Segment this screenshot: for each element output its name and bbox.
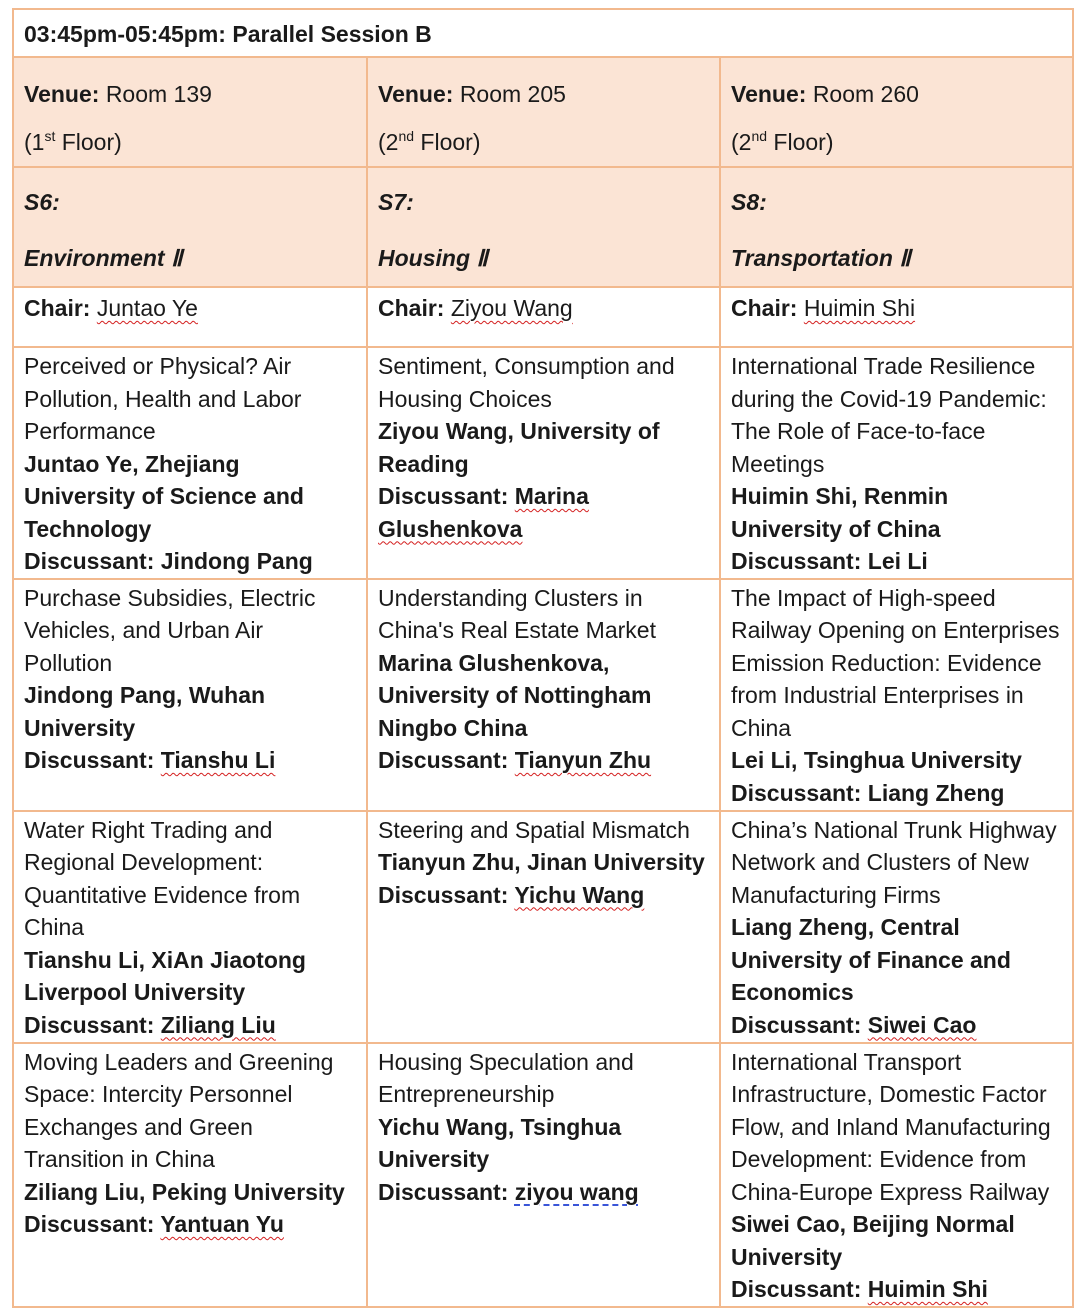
- paper-discussant: Discussant: Ziliang Liu: [24, 1011, 276, 1038]
- session-header: 03:45pm-05:45pm: Parallel Session B: [13, 9, 1073, 57]
- paper-cell: [720, 579, 1073, 811]
- paper-cell: [367, 811, 720, 1043]
- paper-title: Sentiment, Consumption and Housing Choices: [378, 353, 675, 412]
- paper-title: International Trade Resilience during the Covid-19 Pandemic: The Role of Face-to-face Meetings: [731, 353, 1047, 477]
- paper-title: Water Right Trading and Regional Development: Quantitative Evidence from China: [24, 816, 301, 940]
- session-title: Transportation Ⅱ: [731, 245, 911, 271]
- paper-discussant: Discussant: Lei Li: [731, 548, 928, 574]
- venue-cell-3: [720, 57, 1073, 167]
- paper-author: Ziliang Liu, Peking University: [24, 1178, 345, 1205]
- paper-discussant: Discussant: Jindong Pang: [24, 548, 313, 574]
- paper-title: China’s National Trunk Highway Network and Clusters of New Manufacturing Firms: [731, 816, 1057, 908]
- paper-cell: [367, 1043, 720, 1307]
- venue-label: Venue:: [731, 81, 807, 107]
- chair-cell-2: [367, 287, 720, 347]
- session-code: S7:: [378, 189, 414, 215]
- session-code: S8:: [731, 189, 767, 215]
- paper-discussant: Discussant: Tianshu Li: [24, 747, 276, 773]
- venue-floor: (1st Floor): [24, 128, 122, 155]
- paper-author: Tianyun Zhu, Jinan University: [378, 849, 705, 875]
- chair-label: Chair:: [731, 295, 798, 321]
- paper-author: Marina Glushenkova, University of Nottingham Ningbo China: [378, 649, 652, 741]
- session-cell-1: [13, 167, 367, 287]
- paper-cell: [720, 811, 1073, 1043]
- paper-cell: [720, 1043, 1073, 1307]
- paper-cell: [367, 347, 720, 579]
- paper-author: Juntao Ye, Zhejiang University of Science and Technology: [24, 450, 304, 542]
- session-schedule-table: [12, 8, 1074, 1308]
- venue-room: Room 205: [459, 81, 566, 107]
- paper-title: Housing Speculation and Entrepreneurship: [378, 1048, 634, 1107]
- paper-discussant: Discussant: Yantuan Yu: [24, 1211, 284, 1237]
- paper-cell: [13, 579, 367, 811]
- session-title: Environment Ⅱ: [24, 245, 183, 271]
- paper-author: Tianshu Li, XiAn Jiaotong Liverpool University: [24, 946, 306, 1005]
- chair-name: Juntao Ye: [96, 295, 198, 321]
- paper-discussant: Discussant: Liang Zheng: [731, 779, 1005, 806]
- session-code: S6:: [24, 189, 60, 215]
- paper-discussant: Discussant: Huimin Shi: [731, 1276, 988, 1302]
- paper-discussant: Discussant: Marina Glushenkova: [378, 483, 589, 542]
- venue-room: Room 260: [812, 81, 919, 107]
- paper-author: Yichu Wang, Tsinghua University: [378, 1113, 622, 1172]
- paper-cell: [720, 347, 1073, 579]
- paper-author: Huimin Shi, Renmin University of China: [731, 483, 949, 542]
- session-title: Housing Ⅱ: [378, 245, 488, 271]
- chair-cell-3: [720, 287, 1073, 347]
- paper-cell: [367, 579, 720, 811]
- venue-room: Room 139: [105, 81, 212, 107]
- paper-title: Steering and Spatial Mismatch: [378, 816, 690, 843]
- chair-name: Ziyou Wang: [450, 295, 573, 321]
- venue-label: Venue:: [24, 81, 100, 107]
- chair-label: Chair:: [24, 295, 91, 321]
- paper-discussant: Discussant: Siwei Cao: [731, 1011, 977, 1038]
- session-cell-2: [367, 167, 720, 287]
- paper-discussant: Discussant: Tianyun Zhu: [378, 747, 652, 773]
- paper-cell: [13, 347, 367, 579]
- venue-floor: (2nd Floor): [731, 128, 834, 155]
- session-cell-3: [720, 167, 1073, 287]
- paper-discussant: Discussant: ziyou wang: [378, 1178, 639, 1205]
- venue-cell-2: [367, 57, 720, 167]
- paper-title: Perceived or Physical? Air Pollution, Health and Labor Performance: [24, 353, 302, 444]
- paper-title: Understanding Clusters in China's Real Estate Market: [378, 584, 656, 643]
- paper-title: Moving Leaders and Greening Space: Intercity Personnel Exchanges and Green Transition in China: [24, 1048, 334, 1172]
- paper-author: Jindong Pang, Wuhan University: [24, 682, 266, 741]
- paper-cell: [13, 811, 367, 1043]
- paper-cell: [13, 1043, 367, 1307]
- paper-author: Ziyou Wang, University of Reading: [378, 418, 660, 477]
- paper-author: Liang Zheng, Central University of Finance and Economics: [731, 914, 1011, 1005]
- chair-name: Huimin Shi: [803, 295, 916, 321]
- venue-floor: (2nd Floor): [378, 128, 481, 155]
- paper-author: Siwei Cao, Beijing Normal University: [731, 1211, 1015, 1270]
- paper-title: International Transport Infrastructure, Domestic Factor Flow, and Inland Manufacturing Development: Evidence from China-Europe Express Railway: [731, 1048, 1051, 1205]
- venue-cell-1: [13, 57, 367, 167]
- paper-author: Lei Li, Tsinghua University: [731, 747, 1022, 773]
- chair-cell-1: [13, 287, 367, 347]
- chair-label: Chair:: [378, 295, 445, 321]
- paper-title: Purchase Subsidies, Electric Vehicles, and Urban Air Pollution: [24, 584, 316, 676]
- paper-discussant: Discussant: Yichu Wang: [378, 881, 645, 908]
- paper-title: The Impact of High-speed Railway Opening on Enterprises Emission Reduction: Evidence from Industrial Enterprises in China: [731, 584, 1060, 741]
- venue-label: Venue:: [378, 81, 454, 107]
